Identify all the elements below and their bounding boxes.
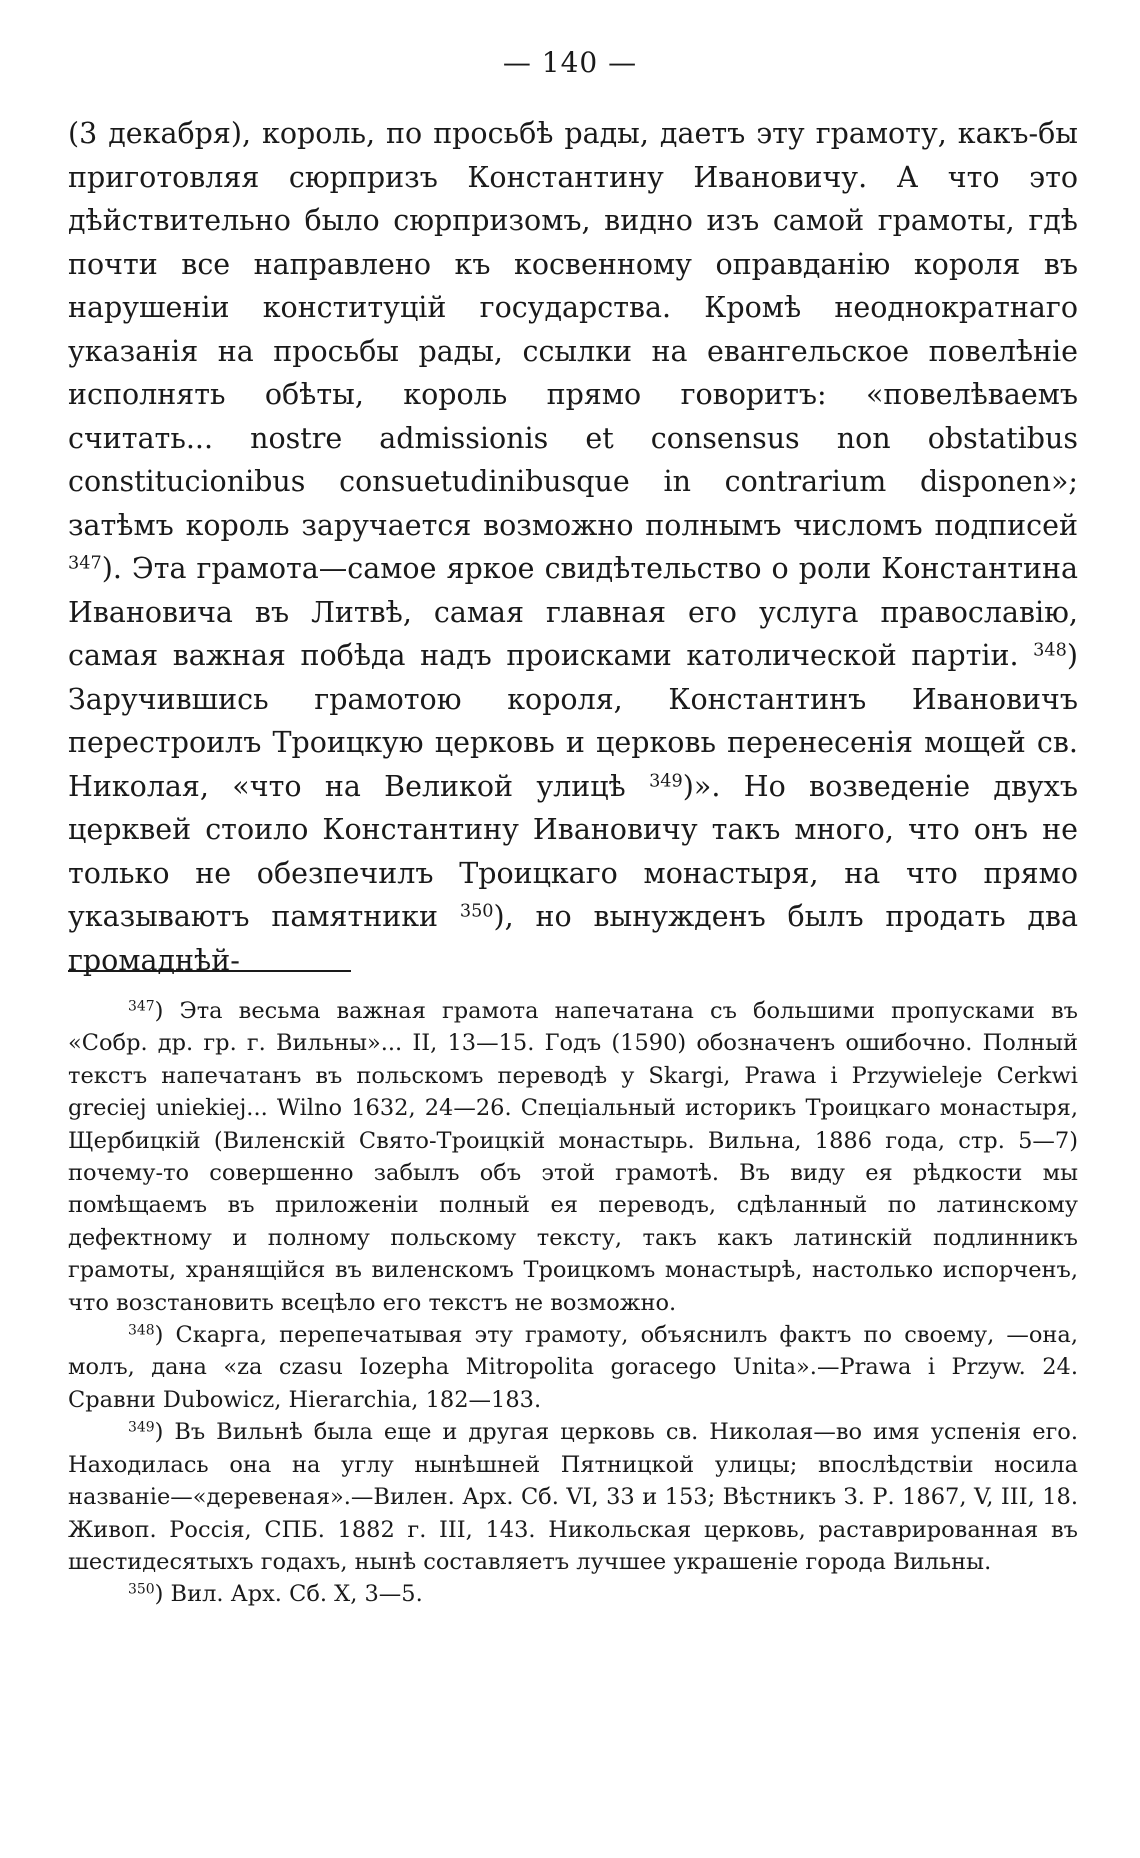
footnote-reference[interactable]: 350 bbox=[459, 901, 494, 922]
page-number: — 140 — bbox=[502, 46, 638, 79]
footnotes-section bbox=[68, 995, 1078, 1611]
main-text-segment: (3 декабря), король, по просьбѣ рады, даетъ эту грамоту, какъ-бы приготовляя сюрпризъ Константину Ивановичу. А что это дѣйствительно было сюрпризомъ, видно изъ самой грамоты, гдѣ почти все направлено къ косвенному оправданію короля въ нарушеніи конституцій государства. Кромѣ неоднократнаго указанія на просьбы рады, ссылки на евангельское повелѣніе исполнять обѣты, король прямо говоритъ: «повелѣваемъ считать... nostre admissionis et consensus non obstatibus constitucionibus consuetudinibusque in contrarium disponen»; затѣмъ король заручается возможно полнымъ числомъ подписей bbox=[68, 117, 1078, 542]
footnote-350 bbox=[68, 1578, 1078, 1610]
footnote-347 bbox=[68, 995, 1078, 1319]
footnote-divider bbox=[68, 970, 351, 972]
footnote-text: ) Въ Вильнѣ была еще и другая церковь св. Николая—во имя успенія его. Находилась она на углу нынѣшней Пятницкой улицы; впослѣдствіи носила названіе—«деревеная».—Вилен. Арх. Сб. VI, 33 и 153; Вѣстникъ З. Р. 1867, V, III, 18. Живоп. Россія, СПБ. 1882 г. III, 143. Никольская церковь, раставрированная въ шестидесятыхъ годахъ, нынѣ составляетъ лучшее украшеніе города Вильны. bbox=[68, 1419, 1078, 1575]
main-text-segment: )». Но возведеніе двухъ церквей стоило Константину Ивановичу такъ много, что онъ не только не обезпечилъ Троицкаго монастыря, на что прямо указываютъ памятники bbox=[68, 769, 1078, 933]
footnote-text: ) Эта весьма важная грамота напечатана съ большими пропусками въ «Собр. др. гр. г. Вильны»... II, 13—15. Годъ (1590) обозначенъ ошибочно. Полный текстъ напечатанъ въ польскомъ переводѣ у Skargi, Prawa i Przywieleje Cerkwi greciej uniekiej... Wilno 1632, 24—26. Спеціальный историкъ Троицкаго монастыря, Щербицкій (Виленскій Свято-Троицкій монастырь. Вильна, 1886 года, стр. 5—7) почему-то совершенно забылъ объ этой грамотѣ. Въ виду ея рѣдкости мы помѣщаемъ въ приложеніи полный ея переводъ, сдѣланный по латинскому дефектному и полному польскому тексту, такъ какъ латинскій подлинникъ грамоты, хранящійся въ виленскомъ Троицкомъ монастырѣ, настолько испорченъ, что возстановить всецѣло его текстъ не возможно. bbox=[68, 998, 1078, 1316]
footnote-number: 349 bbox=[128, 1419, 155, 1436]
footnote-reference[interactable]: 349 bbox=[649, 770, 683, 791]
main-text-segment: ). Эта грамота—самое яркое свидѣтельство о роли Константина Ивановича въ Литвѣ, самая главная его услуга православію, самая важная побѣда надъ происками католической партіи. bbox=[68, 552, 1078, 672]
footnote-reference[interactable]: 348 bbox=[1033, 640, 1067, 661]
footnote-text: ) Скарга, перепечатывая эту грамоту, объяснилъ фактъ по своему, —она, молъ, дана «za czasu Iozepha Mitropolita goracego Unita».—Prawa i Przyw. 24. Сравни Dubowicz, Hierarchia, 182—183. bbox=[68, 1322, 1078, 1413]
footnote-text: ) Вил. Арх. Сб. X, 3—5. bbox=[154, 1581, 423, 1608]
main-text-segment: ) Заручившись грамотою короля, Константинъ Ивановичъ перестроилъ Троицкую церковь и церковь перенесенія мощей св. Николая, «что на Великой улицѣ bbox=[68, 639, 1078, 803]
main-text-segment: ), но вынужденъ былъ продать два громаднѣй- bbox=[68, 900, 1078, 977]
footnote-349 bbox=[68, 1416, 1078, 1578]
footnote-reference[interactable]: 347 bbox=[68, 553, 102, 574]
main-text bbox=[68, 112, 1078, 982]
footnote-348 bbox=[68, 1319, 1078, 1416]
footnote-number: 350 bbox=[128, 1581, 155, 1598]
footnote-number: 348 bbox=[128, 1322, 155, 1339]
footnote-number: 347 bbox=[128, 998, 155, 1015]
